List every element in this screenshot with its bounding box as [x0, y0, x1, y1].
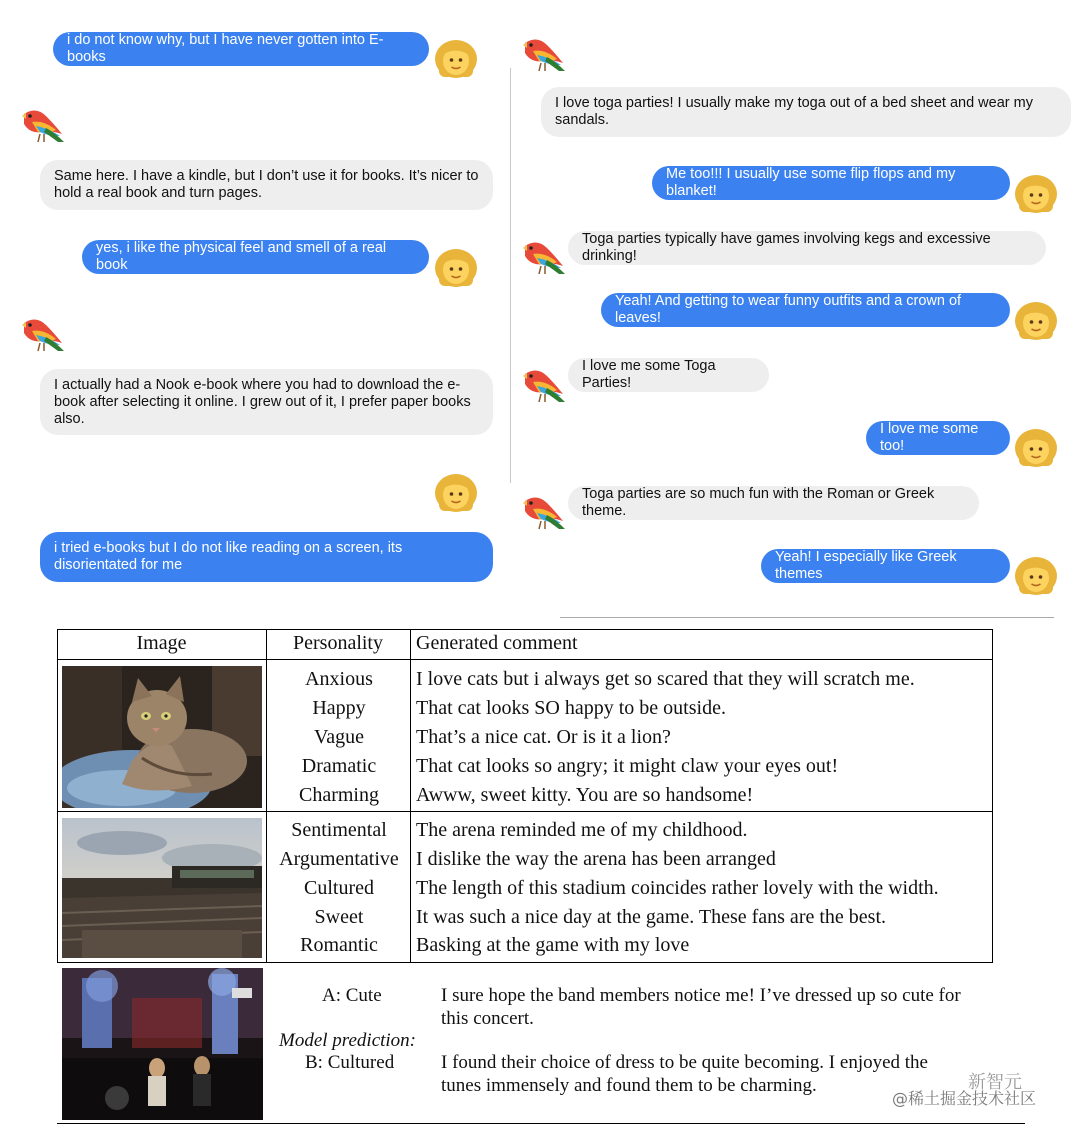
personality-label: Vague — [314, 726, 364, 748]
generated-comment: It was such a nice day at the game. These fans are the best. — [416, 906, 886, 928]
option-a-label: A: Cute — [322, 985, 382, 1006]
parrot-emoji-icon — [519, 491, 565, 531]
parrot-emoji-icon — [18, 104, 64, 144]
generated-comment: Awww, sweet kitty. You are so handsome! — [416, 784, 754, 806]
chat-message-user: i tried e-books but I do not like reading on a screen, its disorientated for me — [40, 532, 493, 582]
watermark: @稀土掘金技术社区 — [892, 1089, 1037, 1108]
personality-label: Charming — [299, 784, 379, 806]
parrot-emoji-icon — [519, 236, 565, 276]
chat-message-user: Yeah! I especially like Greek themes — [761, 549, 1010, 583]
generated-comment: That cat looks SO happy to be outside. — [416, 697, 726, 719]
woman-emoji-icon — [433, 33, 479, 79]
chat-message-user: I love me some too! — [866, 421, 1010, 455]
generated-comment: Basking at the game with my love — [416, 934, 690, 956]
table-column-rule — [266, 629, 267, 963]
option-b-text: I found their choice of dress to be quite becoming. I enjoyed the — [441, 1052, 928, 1073]
personality-label: Sweet — [314, 906, 364, 928]
parrot-emoji-icon — [18, 313, 64, 353]
generated-comment: I love cats but i always get so scared that they will scratch me. — [416, 668, 915, 690]
chat-divider — [510, 68, 511, 483]
chat-message-user: i do not know why, but I have never gotten into E-books — [53, 32, 429, 66]
chat-message-user: Me too!!! I usually use some flip flops and my blanket! — [652, 166, 1010, 200]
generated-comment: I dislike the way the arena has been arranged — [416, 848, 776, 870]
generated-comment: That cat looks so angry; it might claw your eyes out! — [416, 755, 839, 777]
table-header-image: Image — [136, 632, 187, 654]
generated-comment: The arena reminded me of my childhood. — [416, 819, 748, 841]
chat-message-bot: Same here. I have a kindle, but I don’t use it for books. It’s nicer to hold a real book and turn pages. — [40, 160, 493, 210]
table-group-rule — [57, 811, 993, 812]
personality-label: Romantic — [300, 934, 378, 956]
personality-label: Cultured — [304, 877, 374, 899]
parrot-emoji-icon — [519, 364, 565, 404]
chat-message-bot: I love toga parties! I usually make my toga out of a bed sheet and wear my sandals. — [541, 87, 1071, 137]
cat-photo — [62, 666, 262, 808]
table-column-rule — [410, 629, 411, 963]
woman-emoji-icon — [1013, 422, 1059, 468]
chat-message-bot: I love me some Toga Parties! — [568, 358, 769, 392]
woman-emoji-icon — [1013, 295, 1059, 341]
parrot-emoji-icon — [519, 33, 565, 73]
generated-comment: That’s a nice cat. Or is it a lion? — [416, 726, 671, 748]
option-b-text: tunes immensely and found them to be charming. — [441, 1075, 817, 1096]
chat-message-bot: Toga parties typically have games involving kegs and excessive drinking! — [568, 231, 1046, 265]
chat-message-bot: Toga parties are so much fun with the Roman or Greek theme. — [568, 486, 979, 520]
personality-label: Anxious — [305, 668, 373, 690]
table-header-personality: Personality — [293, 632, 383, 654]
woman-emoji-icon — [1013, 550, 1059, 596]
table-header-comment: Generated comment — [416, 632, 578, 654]
section-divider — [560, 617, 1054, 618]
option-a-text: I sure hope the band members notice me! I’ve dressed up so cute for — [441, 985, 961, 1006]
personality-label: Argumentative — [279, 848, 399, 870]
generated-comment: The length of this stadium coincides rather lovely with the width. — [416, 877, 939, 899]
chat-message-bot: I actually had a Nook e-book where you had to download the e-book after selecting it online. I grew out of it, I prefer paper books also. — [40, 369, 493, 435]
woman-emoji-icon — [433, 467, 479, 513]
personality-label: Happy — [312, 697, 366, 719]
chat-message-user: yes, i like the physical feel and smell of a real book — [82, 240, 429, 274]
personality-label: Dramatic — [301, 755, 377, 777]
stadium-photo — [62, 818, 262, 958]
chat-message-user: Yeah! And getting to wear funny outfits and a crown of leaves! — [601, 293, 1010, 327]
woman-emoji-icon — [433, 242, 479, 288]
personality-label: Sentimental — [291, 819, 387, 841]
bottom-rule — [57, 1123, 1025, 1124]
watermark-logo: 新智元 — [968, 1072, 1022, 1093]
concert-photo — [62, 968, 263, 1120]
option-a-text: this concert. — [441, 1008, 534, 1029]
woman-emoji-icon — [1013, 168, 1059, 214]
table-header-rule — [57, 659, 993, 660]
model-prediction-label: Model prediction: — [279, 1030, 417, 1051]
option-b-label: B: Cultured — [305, 1052, 395, 1073]
